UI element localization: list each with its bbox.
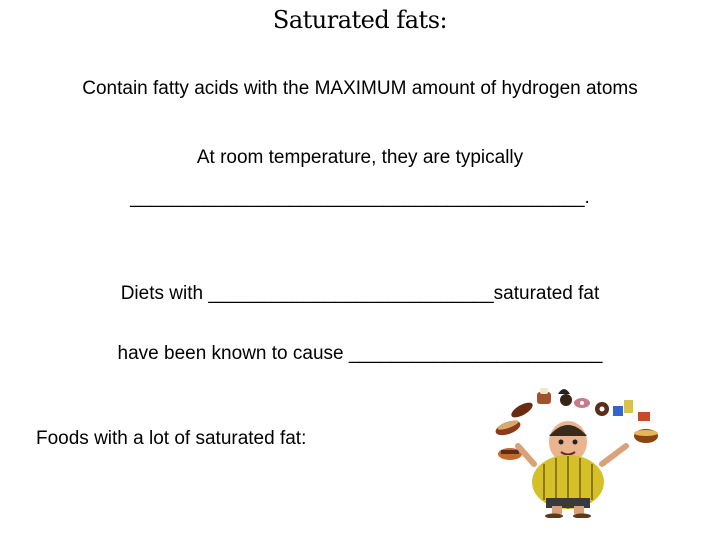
definition-text: Contain fatty acids with the MAXIMUM amount of hydrogen atoms (82, 78, 638, 99)
juggler-with-junk-food-icon (478, 384, 678, 518)
cause-sentence: have been known to cause ________________________ (117, 343, 603, 364)
juggler-figure (518, 421, 626, 518)
room-temperature-text: At room temperature, they are typically (196, 147, 524, 168)
diets-blank: ___________________________ (208, 283, 494, 304)
diets-sentence (0, 283, 720, 305)
diets-suffix: saturated fat (493, 283, 600, 304)
foods-heading: Foods with a lot of saturated fat: (36, 428, 307, 449)
page-title: Saturated fats: (272, 6, 448, 34)
room-temperature-blank: ___________________________________________. (130, 187, 590, 208)
diets-prefix: Diets with (120, 283, 209, 304)
